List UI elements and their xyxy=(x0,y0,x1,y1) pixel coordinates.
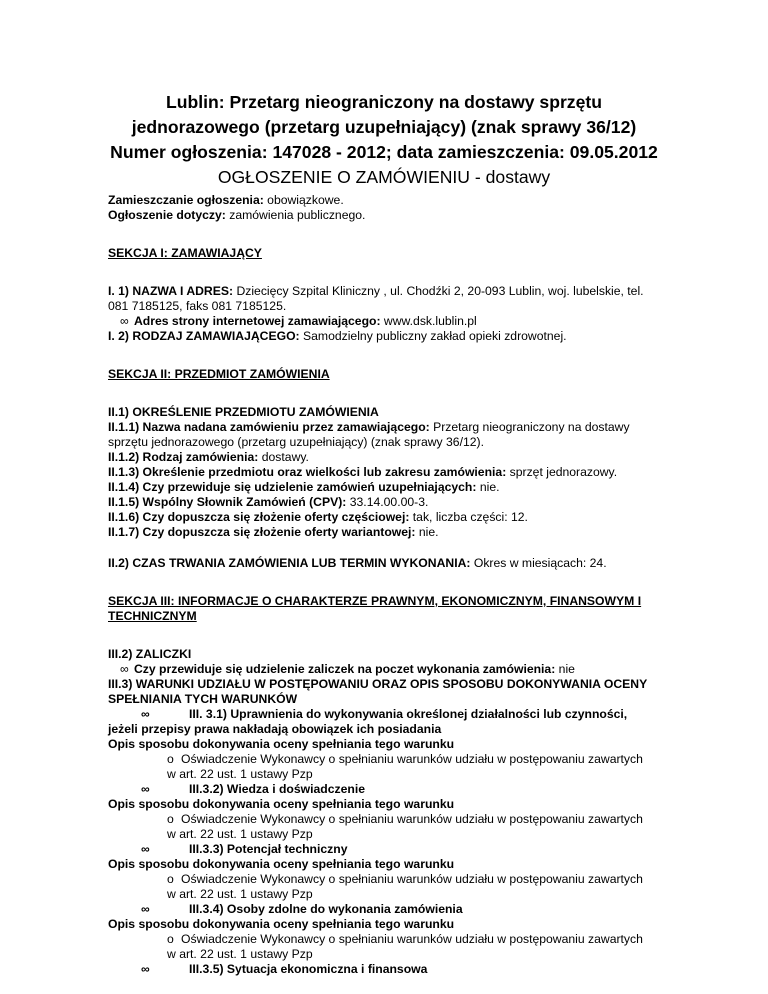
infinity-bullet-icon: ∞ xyxy=(141,842,150,856)
intro-zamieszczanie xyxy=(108,193,683,208)
title-line-4: OGŁOSZENIE O ZAMÓWIENIU - dostawy xyxy=(217,167,551,187)
s3-item-1 xyxy=(141,707,683,722)
oswiadczenie-line-1: Oświadczenie Wykonawcy o spełnianiu warunków udziału w postępowaniu zawartych xyxy=(181,872,643,886)
s1-rodzaj xyxy=(108,329,683,344)
circle-bullet-icon: o xyxy=(167,932,174,946)
s3-item-4-opis: Opis sposobu dokonywania oceny spełniania tego warunku xyxy=(108,917,455,931)
s3-zaliczki-value: nie xyxy=(558,662,575,676)
s3-zaliczki-heading: III.2) ZALICZKI xyxy=(108,647,192,661)
s1-nazwa-value-2: 081 7185125, faks 081 7185125. xyxy=(108,299,287,313)
s1-adres-value: www.dsk.lublin.pl xyxy=(383,314,477,328)
infinity-bullet-icon: ∞ xyxy=(120,662,129,676)
s1-adres-label: Adres strony internetowej zamawiającego: xyxy=(134,314,381,328)
s1-nazwa-value-1: Dziecięcy Szpital Kliniczny , ul. Chodźki 2, 20-093 Lublin, woj. lubelskie, tel. xyxy=(236,284,644,298)
document-body xyxy=(108,193,683,977)
section-3-heading-line-1: SEKCJA III: INFORMACJE O CHARAKTERZE PRAWNYM, EKONOMICZNYM, FINANSOWYM I xyxy=(108,594,642,608)
oswiadczenie-line-2: w art. 22 ust. 1 ustawy Pzp xyxy=(167,767,313,781)
s2-uzup-value: nie. xyxy=(479,480,500,494)
s3-item-4-label: III.3.4) Osoby zdolne do wykonania zamówienia xyxy=(189,902,463,916)
dotyczy-label: Ogłoszenie dotyczy: xyxy=(108,208,226,222)
s2-rodzaj-value: dostawy. xyxy=(261,450,309,464)
section-2-heading: SEKCJA II: PRZEDMIOT ZAMÓWIENIA xyxy=(108,367,330,381)
oswiadczenie-line-1: Oświadczenie Wykonawcy o spełnianiu warunków udziału w postępowaniu zawartych xyxy=(181,812,643,826)
s2-okr-label: II.1.3) Określenie przedmiotu oraz wielkości lub zakresu zamówienia: xyxy=(108,465,507,479)
s2-okreslenie-heading: II.1) OKREŚLENIE PRZEDMIOTU ZAMÓWIENIA xyxy=(108,405,379,419)
s3-item-1-oswiadczenie xyxy=(108,752,683,782)
oswiadczenie-line-2: w art. 22 ust. 1 ustawy Pzp xyxy=(167,827,313,841)
s3-item-5-label: III.3.5) Sytuacja ekonomiczna i finansowa xyxy=(189,962,428,976)
s3-warunki-line-2: SPEŁNIANIA TYCH WARUNKÓW xyxy=(108,692,298,706)
s2-uzup-label: II.1.4) Czy przewiduje się udzielenie zamówień uzupełniających: xyxy=(108,480,477,494)
infinity-bullet-icon: ∞ xyxy=(141,902,150,916)
s1-adres-strony xyxy=(120,314,683,329)
s3-item-5 xyxy=(141,962,683,977)
s3-item-2 xyxy=(141,782,683,797)
s2-nazwa-value-2: sprzętu jednorazowego (przetarg uzupełniający) (znak sprawy 36/12). xyxy=(108,435,484,449)
s3-item-1-line-2: jeżeli przepisy prawa nakładają obowiązek ich posiadania xyxy=(108,722,442,736)
s3-warunki-line-1: III.3) WARUNKI UDZIAŁU W POSTĘPOWANIU ORAZ OPIS SPOSOBU DOKONYWANIA OCENY xyxy=(108,677,648,691)
circle-bullet-icon: o xyxy=(167,752,174,766)
s2-nazwa xyxy=(108,420,683,450)
s2-cpv-label: II.1.5) Wspólny Słownik Zamówień (CPV): xyxy=(108,495,347,509)
oswiadczenie-line-1: Oświadczenie Wykonawcy o spełnianiu warunków udziału w postępowaniu zawartych xyxy=(181,752,643,766)
s3-zaliczki xyxy=(120,662,683,677)
oswiadczenie-line-2: w art. 22 ust. 1 ustawy Pzp xyxy=(167,947,313,961)
s2-czas-trwania xyxy=(108,556,683,571)
s3-item-1-opis: Opis sposobu dokonywania oceny spełniania tego warunku xyxy=(108,737,455,751)
dotyczy-value: zamówienia publicznego. xyxy=(229,208,366,222)
infinity-bullet-icon: ∞ xyxy=(120,314,129,328)
infinity-bullet-icon: ∞ xyxy=(141,707,150,721)
s2-nazwa-value-1: Przetarg nieograniczony na dostawy xyxy=(433,420,630,434)
s3-warunki-heading xyxy=(108,677,683,707)
s2-okr-value: sprzęt jednorazowy. xyxy=(509,465,618,479)
section-1-heading: SEKCJA I: ZAMAWIAJĄCY xyxy=(108,246,262,260)
infinity-bullet-icon: ∞ xyxy=(141,782,150,796)
s2-czesc-label: II.1.6) Czy dopuszcza się złożenie oferty częściowej: xyxy=(108,510,410,524)
s2-czesc-value: tak, liczba części: 12. xyxy=(412,510,528,524)
oswiadczenie-line-1: Oświadczenie Wykonawcy o spełnianiu warunków udziału w postępowaniu zawartych xyxy=(181,932,643,946)
s2-cpv xyxy=(108,495,683,510)
s2-nazwa-label: II.1.1) Nazwa nadana zamówieniu przez zamawiającego: xyxy=(108,420,430,434)
circle-bullet-icon: o xyxy=(167,872,174,886)
page-title xyxy=(0,90,768,190)
title-line-2: jednorazowego (przetarg uzupełniający) (znak sprawy 36/12) xyxy=(131,117,637,137)
s2-okreslenie xyxy=(108,465,683,480)
s2-czas-label: II.2) CZAS TRWANIA ZAMÓWIENIA LUB TERMIN WYKONANIA: xyxy=(108,556,471,570)
s2-wariant-label: II.1.7) Czy dopuszcza się złożenie oferty wariantowej: xyxy=(108,525,416,539)
s2-rodzaj xyxy=(108,450,683,465)
circle-bullet-icon: o xyxy=(167,812,174,826)
s3-item-2-oswiadczenie xyxy=(108,812,683,842)
s3-item-2-label: III.3.2) Wiedza i doświadczenie xyxy=(189,782,365,796)
s2-czas-value: Okres w miesiącach: 24. xyxy=(473,556,607,570)
s3-item-3-label: III.3.3) Potencjał techniczny xyxy=(189,842,348,856)
title-line-3: Numer ogłoszenia: 147028 - 2012; data zamieszczenia: 09.05.2012 xyxy=(110,142,658,162)
section-3-heading-line-2: TECHNICZNYM xyxy=(108,609,197,623)
intro-dotyczy xyxy=(108,208,683,223)
oswiadczenie-line-2: w art. 22 ust. 1 ustawy Pzp xyxy=(167,887,313,901)
s3-item-3-oswiadczenie xyxy=(108,872,683,902)
s1-rodzaj-value: Samodzielny publiczny zakład opieki zdrowotnej. xyxy=(303,329,567,343)
s3-item-3-opis: Opis sposobu dokonywania oceny spełniania tego warunku xyxy=(108,857,455,871)
infinity-bullet-icon: ∞ xyxy=(141,962,150,976)
s3-item-4-oswiadczenie xyxy=(108,932,683,962)
zamieszczanie-value: obowiązkowe. xyxy=(267,193,344,207)
s3-item-4 xyxy=(141,902,683,917)
s3-item-1-line-1: III. 3.1) Uprawnienia do wykonywania określonej działalności lub czynności, xyxy=(189,707,628,721)
s2-wariantowa xyxy=(108,525,683,540)
s2-rodzaj-label: II.1.2) Rodzaj zamówienia: xyxy=(108,450,259,464)
section-3-heading xyxy=(108,594,683,624)
s3-item-2-opis: Opis sposobu dokonywania oceny spełniania tego warunku xyxy=(108,797,455,811)
s1-nazwa-adres xyxy=(108,284,683,314)
s2-wariant-value: nie. xyxy=(418,525,439,539)
s1-rodzaj-label: I. 2) RODZAJ ZAMAWIAJĄCEGO: xyxy=(108,329,300,343)
s3-zaliczki-label: Czy przewiduje się udzielenie zaliczek na poczet wykonania zamówienia: xyxy=(134,662,556,676)
s2-cpv-value: 33.14.00.00-3. xyxy=(349,495,429,509)
zamieszczanie-label: Zamieszczanie ogłoszenia: xyxy=(108,193,264,207)
s3-item-3 xyxy=(141,842,683,857)
s2-uzupelniajace xyxy=(108,480,683,495)
title-line-1: Lublin: Przetarg nieograniczony na dostawy sprzętu xyxy=(166,92,602,112)
s2-czesciowa xyxy=(108,510,683,525)
s1-nazwa-label: I. 1) NAZWA I ADRES: xyxy=(108,284,234,298)
